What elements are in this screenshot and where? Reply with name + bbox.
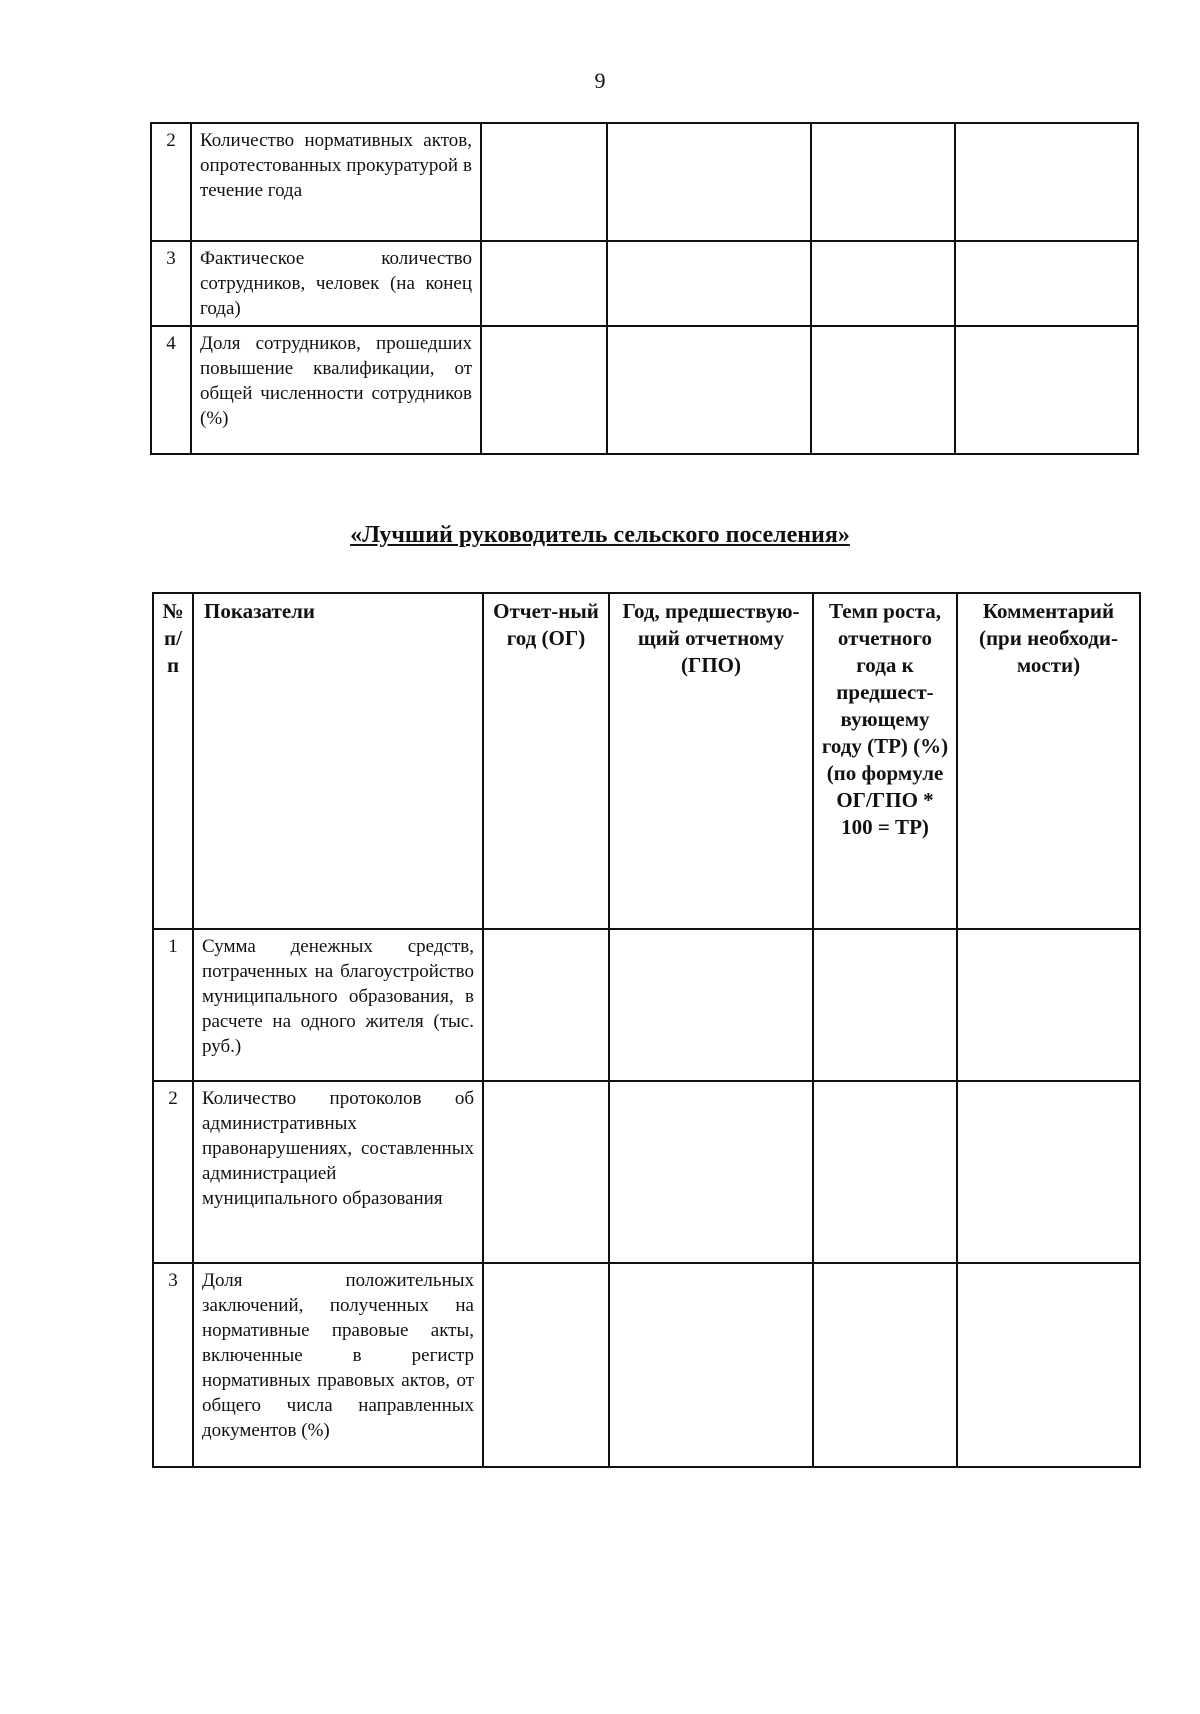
empty-cell xyxy=(957,1263,1140,1467)
empty-cell xyxy=(813,1081,957,1263)
empty-cell xyxy=(607,241,811,326)
indicators-table-continued xyxy=(150,122,1139,455)
indicator-text: Количество нормативных актов, опротестованных прокуратурой в течение года xyxy=(191,123,481,241)
empty-cell xyxy=(955,241,1138,326)
empty-cell xyxy=(957,929,1140,1081)
empty-cell xyxy=(607,123,811,241)
table-row xyxy=(151,326,1138,454)
empty-cell xyxy=(481,241,607,326)
indicator-text: Доля сотрудников, прошедших повышение квалификации, от общей численности сотрудников (%) xyxy=(191,326,481,454)
empty-cell xyxy=(483,929,609,1081)
empty-cell xyxy=(813,929,957,1081)
row-number: 2 xyxy=(153,1081,193,1263)
table-row xyxy=(151,123,1138,241)
empty-cell xyxy=(955,326,1138,454)
table-row xyxy=(151,241,1138,326)
empty-cell xyxy=(813,1263,957,1467)
empty-cell xyxy=(811,123,955,241)
indicator-text: Фактическое количество сотрудников, человек (на конец года) xyxy=(191,241,481,326)
empty-cell xyxy=(609,1263,813,1467)
indicator-text: Доля положительных заключений, полученных на нормативные правовые акты, включенные в регистр нормативных правовых актов, от общего числа направленных документов (%) xyxy=(193,1263,483,1467)
section-title: «Лучший руководитель сельского поселения» xyxy=(350,522,850,548)
empty-cell xyxy=(811,326,955,454)
header-previous-year: Год, предшествую-щий отчетному (ГПО) xyxy=(609,593,813,929)
header-reporting-year: Отчет-ный год (ОГ) xyxy=(483,593,609,929)
table-row xyxy=(153,929,1140,1081)
empty-cell xyxy=(481,123,607,241)
row-number: 4 xyxy=(151,326,191,454)
indicator-text: Сумма денежных средств, потраченных на благоустройство муниципального образования, в расчете на одного жителя (тыс. руб.) xyxy=(193,929,483,1081)
row-number: 3 xyxy=(153,1263,193,1467)
table-row xyxy=(153,1081,1140,1263)
header-num: № п/ п xyxy=(153,593,193,929)
empty-cell xyxy=(609,1081,813,1263)
header-row xyxy=(153,593,1140,929)
row-number: 3 xyxy=(151,241,191,326)
empty-cell xyxy=(609,929,813,1081)
header-growth-rate: Темп роста, отчетного года к предшест-вующему году (ТР) (%) (по формуле ОГ/ГПО * 100 = ТР) xyxy=(813,593,957,929)
empty-cell xyxy=(955,123,1138,241)
empty-cell xyxy=(483,1263,609,1467)
header-comment: Комментарий (при необходи-мости) xyxy=(957,593,1140,929)
empty-cell xyxy=(607,326,811,454)
row-number: 2 xyxy=(151,123,191,241)
empty-cell xyxy=(481,326,607,454)
page-number: 9 xyxy=(594,68,606,93)
table-row xyxy=(153,1263,1140,1467)
best-head-indicators-table xyxy=(152,592,1141,1468)
row-number: 1 xyxy=(153,929,193,1081)
empty-cell xyxy=(811,241,955,326)
empty-cell xyxy=(957,1081,1140,1263)
header-indicators: Показатели xyxy=(193,593,483,929)
empty-cell xyxy=(483,1081,609,1263)
indicator-text: Количество протоколов об административных правонарушениях, составленных администрацией муниципального образования xyxy=(193,1081,483,1263)
